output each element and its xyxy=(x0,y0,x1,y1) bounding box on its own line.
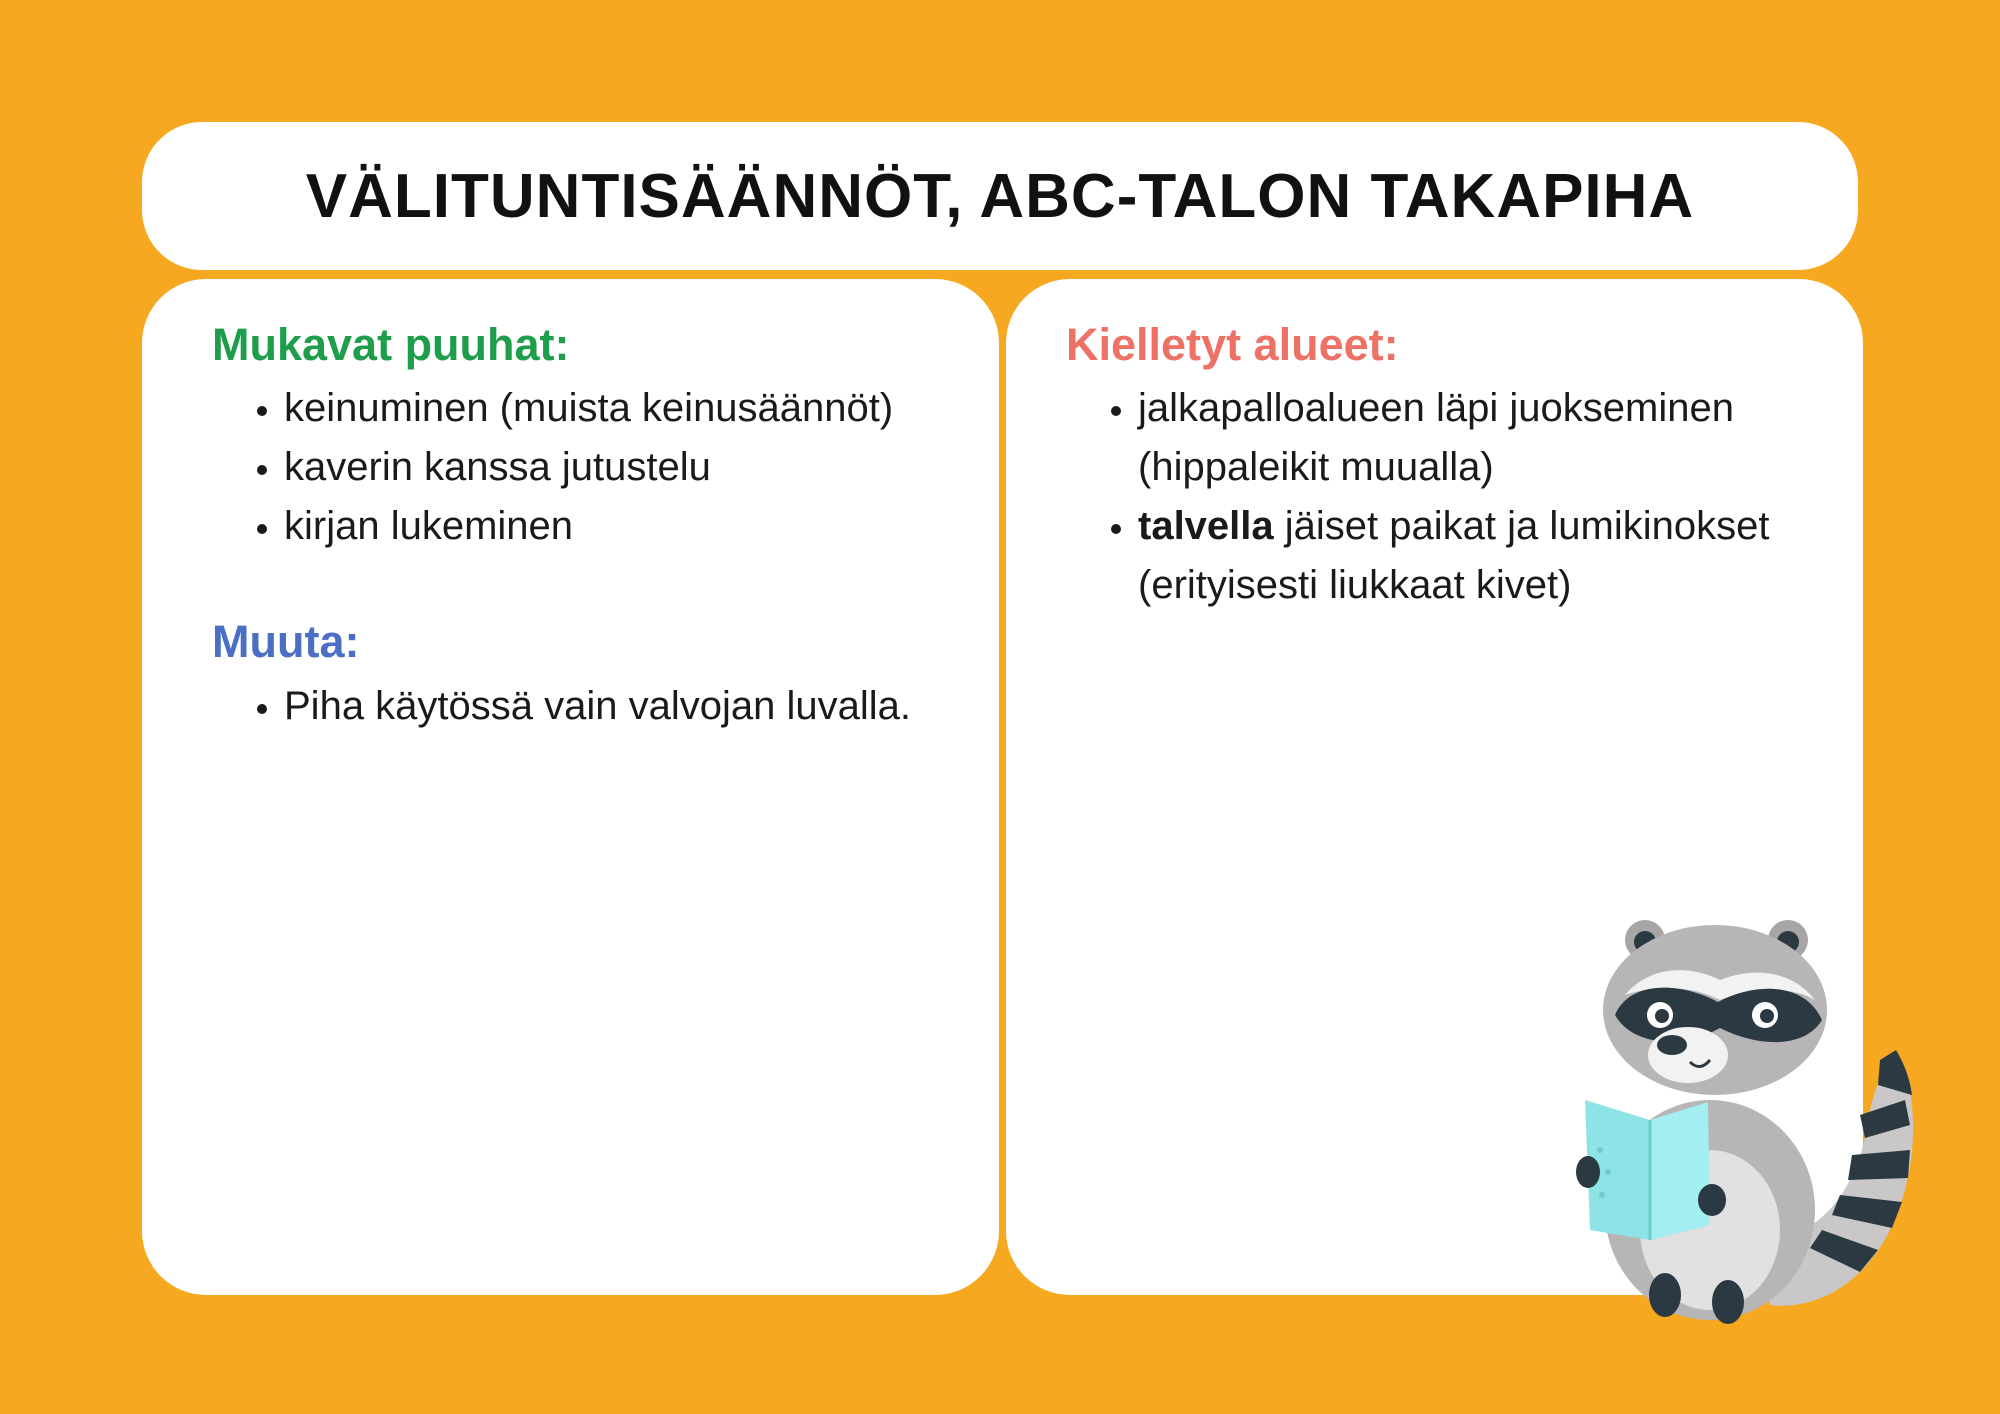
list-item: • jalkapalloalueen läpi juokseminen (hippaleikit muualla) xyxy=(1138,379,1823,497)
list-item: • kaverin kanssa jutustelu xyxy=(284,438,959,497)
list-item xyxy=(1138,497,1823,615)
winter-emphasis: talvella xyxy=(1138,504,1274,549)
other-list xyxy=(212,677,959,736)
page-title: VÄLITUNTISÄÄNNÖT, ABC-TALON TAKAPIHA xyxy=(305,161,1695,231)
fun-activities-list xyxy=(212,379,959,556)
raccoon-reading-book-icon xyxy=(1560,910,1920,1340)
other-heading: Muuta: xyxy=(212,616,360,668)
forbidden-areas-list xyxy=(1066,379,1823,615)
list-item: • Piha käytössä vain valvojan luvalla. xyxy=(284,677,959,736)
book-icon xyxy=(1585,1100,1710,1240)
list-item: • kirjan lukeminen xyxy=(284,497,959,556)
forbidden-areas-heading: Kielletyt alueet: xyxy=(1066,319,1399,370)
title-card xyxy=(142,122,1858,270)
winter-text: jäiset paikat ja lumikinokset (erityisesti liukkaat kivet) xyxy=(1138,504,1770,608)
fun-activities-heading: Mukavat puuhat: xyxy=(212,319,570,370)
left-panel xyxy=(142,279,999,1295)
list-item: • keinuminen (muista keinusäännöt) xyxy=(284,379,959,438)
